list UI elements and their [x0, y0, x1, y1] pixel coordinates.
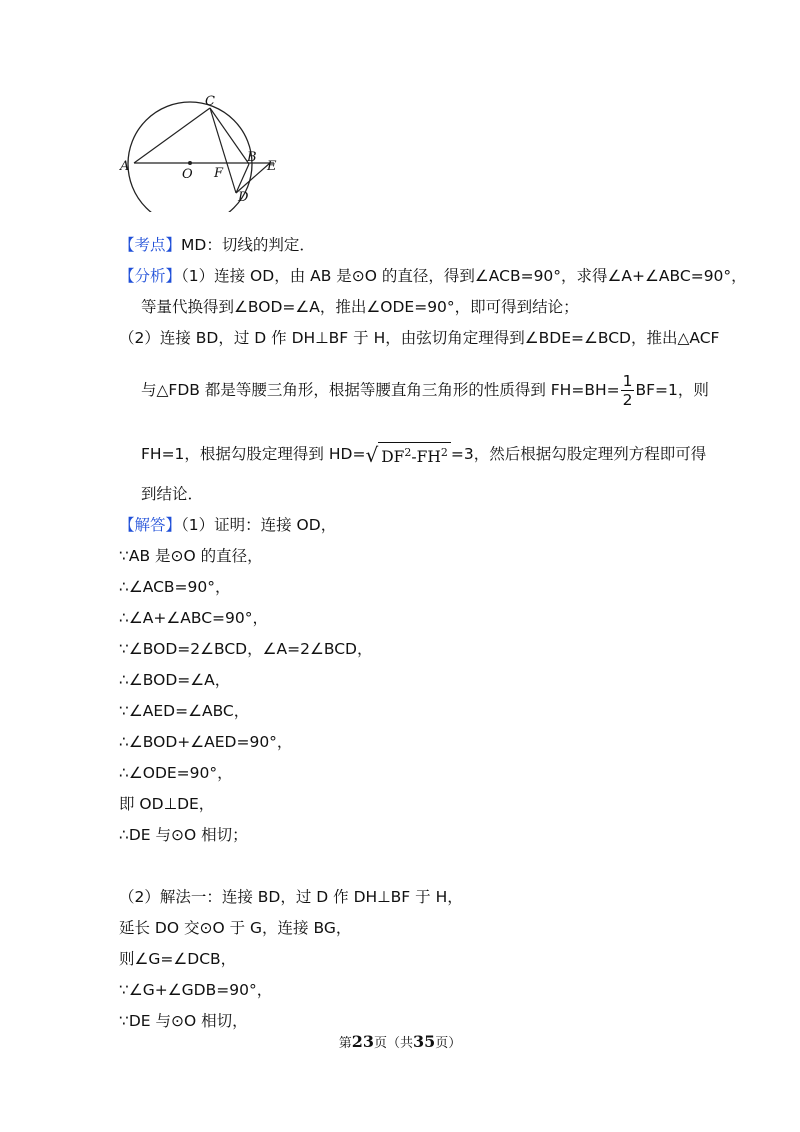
solution-line: ∵∠G+∠GDB=90°，	[119, 981, 273, 999]
fenxi-text-1: （1）连接 OD，由 AB 是⊙O 的直径，得到∠ACB=90°，求得∠A+∠ABC=90°，	[181, 267, 747, 285]
footer-mid: 页（共	[373, 1036, 413, 1051]
footer-post: 页）	[435, 1036, 462, 1051]
fenxi-line-1	[119, 266, 747, 286]
solution-line: ∴∠ODE=90°，	[119, 764, 233, 782]
fraction-half	[621, 372, 635, 409]
fenxi-line-3: （2）连接 BD，过 D 作 DH⊥BF 于 H，由弦切角定理得到∠BDE=∠BCD，推出△ACF	[119, 329, 720, 347]
fraction-denominator: 2	[622, 391, 633, 409]
label-a: A	[120, 159, 130, 174]
solution-line: （2）解法一：连接 BD，过 D 作 DH⊥BF 于 H，	[119, 888, 463, 906]
label-d: D	[238, 190, 249, 205]
fenxi-text-4a: 与△FDB 都是等腰三角形，根据等腰直角三角形的性质得到 FH=BH=	[141, 381, 620, 399]
solution-line: ∵AB 是⊙O 的直径，	[119, 547, 263, 565]
kaodian-line	[119, 235, 315, 255]
solution-line: ∴∠A+∠ABC=90°，	[119, 609, 268, 627]
circle-o	[128, 102, 252, 212]
radical-icon: √	[365, 443, 379, 468]
page-footer	[0, 1032, 800, 1051]
fenxi-tag: 【分析】	[119, 267, 182, 285]
geometry-figure	[114, 92, 294, 216]
radicand-fh: -FH	[411, 448, 441, 467]
jieda-head-text: （1）证明：连接 OD，	[181, 516, 337, 534]
solution-line: ∴DE 与⊙O 相切；	[119, 826, 248, 844]
fenxi-line-6: 到结论．	[141, 485, 204, 503]
fraction-numerator: 1	[622, 372, 633, 390]
page-total: 35	[413, 1032, 436, 1051]
exponent-a: 2	[404, 446, 412, 459]
solution-line: ∵∠BOD=2∠BCD，∠A=2∠BCD，	[119, 640, 373, 658]
solution-line: 延长 DO 交⊙O 于 G，连接 BG，	[119, 919, 352, 937]
fenxi-text-5b: =3，然后根据勾股定理列方程即可得	[450, 445, 707, 464]
label-o: O	[182, 167, 193, 182]
solution-line: ∴∠ACB=90°，	[119, 578, 231, 596]
fenxi-text-4b: BF=1，则	[635, 381, 709, 399]
solution-line: ∵∠AED=∠ABC，	[119, 702, 250, 720]
solution-line: 则∠G=∠DCB，	[119, 950, 237, 968]
kaodian-text: MD：切线的判定．	[181, 236, 315, 254]
jieda-tag: 【解答】	[119, 516, 182, 534]
square-root-expression	[365, 442, 450, 467]
solution-line: ∴∠BOD+∠AED=90°，	[119, 733, 293, 751]
fenxi-line-2: 等量代换得到∠BOD=∠A，推出∠ODE=90°，即可得到结论；	[141, 298, 579, 316]
fenxi-line-4	[141, 372, 709, 409]
exponent-b: 2	[440, 446, 448, 459]
footer-pre: 第	[338, 1036, 352, 1051]
label-b: B	[247, 150, 257, 165]
circle-diagram	[114, 92, 294, 212]
kaodian-tag: 【考点】	[119, 236, 182, 254]
label-f: F	[214, 166, 224, 181]
fenxi-line-5	[141, 442, 706, 467]
jieda-head	[119, 515, 336, 535]
solution-line: 即 OD⊥DE，	[119, 795, 215, 813]
solution-line: ∴∠BOD=∠A，	[119, 671, 231, 689]
page-number: 23	[351, 1032, 374, 1051]
label-c: C	[205, 94, 215, 109]
label-e: E	[267, 159, 277, 174]
radicand-df: DF	[381, 448, 405, 467]
line-ac	[134, 108, 210, 163]
solution-line: ∵DE 与⊙O 相切，	[119, 1012, 248, 1030]
fenxi-text-5a: FH=1，根据勾股定理得到 HD=	[141, 445, 366, 464]
